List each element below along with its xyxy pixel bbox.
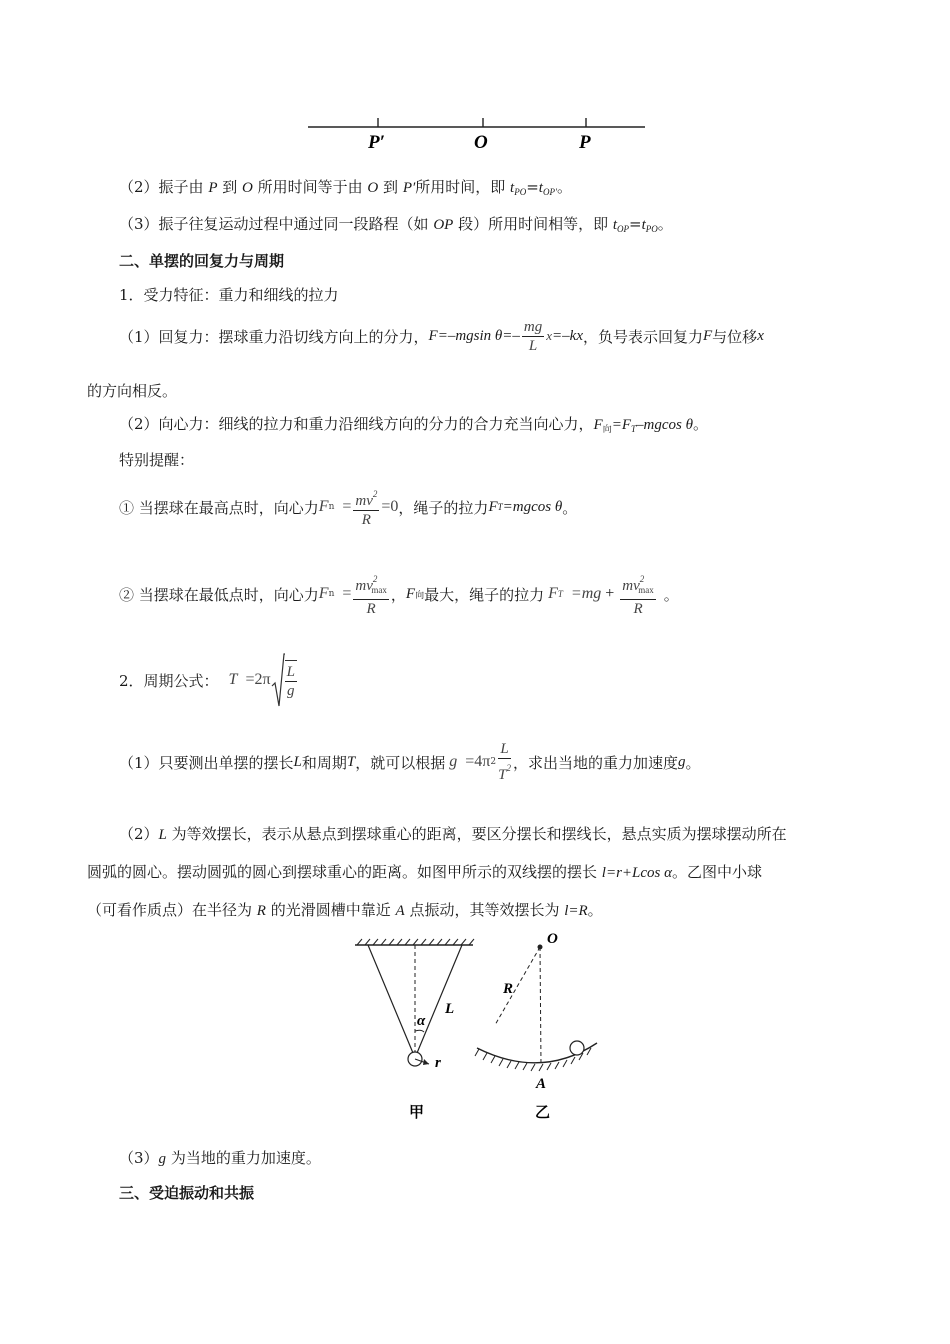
para-equivalent-length-3: （可看作质点）在半径为 R 的光滑圆槽中靠近 A 点振动，其等效摆长为 l=R。: [87, 901, 603, 919]
caption-yi: 乙: [535, 1105, 551, 1121]
caption-jia: 甲: [409, 1105, 425, 1121]
para-p2: （2）振子由 P 到 O 所用时间等于由 O 到 P′所用时间，即 $t_{PO}=t_{OP'}$。: [119, 178, 572, 197]
figure-yi: [475, 931, 597, 1121]
para-highest-point: ① 当摆球在最高点时，向心力 F n = $\frac{mv^2}{R}$ =0 ，绳子的拉力 F T =mgcos θ 。: [119, 484, 577, 530]
label-r-small: r: [435, 1055, 441, 1071]
heading-section-3: 三、受迫振动和共振: [119, 1184, 255, 1202]
label-o-fig: O: [547, 931, 558, 947]
fraction-mv2-over-r: $\frac{mv^2}{R}$: [355, 489, 378, 528]
para-restoring-force: （1）回复力：摆球重力沿切线方向上的分力， F=–mgsin θ=– $\frac{mg}{L}$ x =–kx ，负号表示回复力 F 与位移 x: [119, 318, 764, 354]
tip-label: 特别提醒：: [119, 451, 195, 469]
number-line-figure: [300, 112, 652, 157]
fraction-mvmax2-over-r-2: $\frac{mv^2_{max}}{R}$: [622, 574, 654, 617]
fraction-mg-over-l: $\frac{mg}{L}$: [523, 318, 543, 354]
sqrt-sign-icon: [271, 652, 285, 708]
fraction-mvmax2-over-r: $\frac{mv^2_{max}}{R}$: [355, 574, 387, 617]
para-measure-g: （1）只要测出单摆的摆长 L 和周期 T ，就可以根据 g =4π 2 $\frac{L}{T^2}$ ，求出当地的重力加速度 g 。: [119, 741, 701, 783]
para-equivalent-length-2: 圆弧的圆心。摆动圆弧的圆心到摆球重心的距离。如图甲所示的双线摆的摆长 l=r+Lcos α。乙图中小球: [87, 863, 763, 881]
label-o: O: [474, 132, 488, 153]
para-centripetal-force: （2）向心力：细线的拉力和重力沿细线方向的分力的合力充当向心力，$F_向=F_T$–mgcos θ。: [119, 415, 709, 435]
label-l: L: [445, 1001, 455, 1017]
para-equivalent-length-1: （2）L 为等效摆长，表示从悬点到摆球重心的距离，要区分摆长和摆线长，悬点实质为摆球摆动所在: [119, 825, 787, 843]
label-a: A: [536, 1076, 547, 1092]
fraction-l-over-t2: $\frac{L}{T^2}$: [498, 741, 511, 783]
heading-section-2: 二、单摆的回复力与周期: [119, 252, 285, 270]
para-restoring-force-cont: 的方向相反。: [87, 382, 178, 400]
label-p: P: [579, 132, 591, 153]
label-p-prime: P′: [368, 132, 385, 153]
para-g-meaning: （3）g 为当地的重力加速度。: [119, 1149, 321, 1167]
subheading-period-formula: 2．周期公式： T =2π $\frac{L}{g}$: [119, 650, 299, 710]
figure-jia: [355, 939, 474, 1121]
para-p3: （3）振子往复运动过程中通过同一段路程（如 OP 段）所用时间相等，即 $t_{OP}=t_{PO}$。: [119, 215, 673, 234]
para-lowest-point: ② 当摆球在最低点时，向心力 F n = $\frac{mv^2_{max}}{R}$ ， F 向 最大，绳子的拉力 F T =mg + $\frac{mv^2_{max}}{R}$ 。: [119, 569, 679, 619]
label-r-big: R: [503, 981, 514, 997]
pendulum-figures: [345, 925, 605, 1125]
label-alpha: α: [417, 1013, 426, 1029]
subheading-1: 1．受力特征：重力和细线的拉力: [119, 286, 339, 304]
